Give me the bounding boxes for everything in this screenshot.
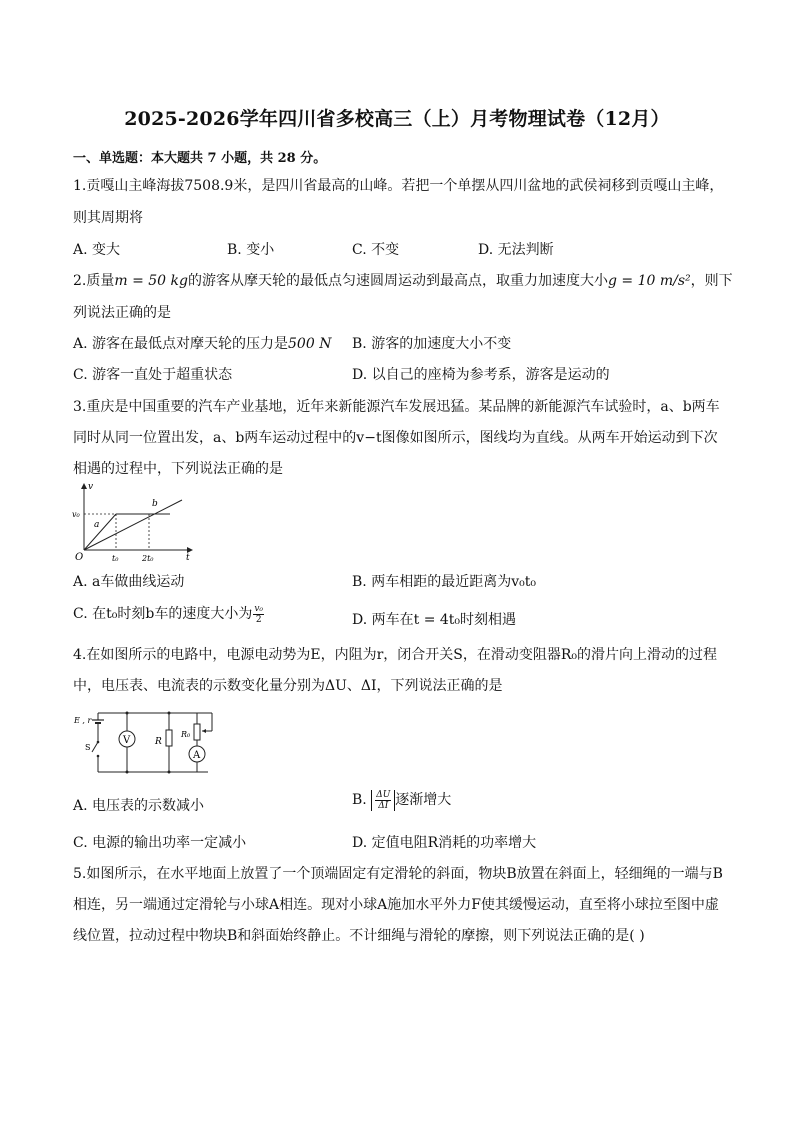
- q4-circuit-diagram: [72, 708, 220, 778]
- q4-stem-line1: 4.在如图所示的电路中，电源电动势为E，内阻为r，闭合开关S，在滑动变阻器R₀的滑片向上滑动的过程: [73, 647, 718, 663]
- label-emf: E , r: [74, 716, 92, 725]
- q4-b-abs-fraction: $\frac{\Delta U}{\Delta I}$: [371, 790, 395, 811]
- q3-option-c: C. 在t₀时刻b车的速度大小为 $\frac{\text{v₀}}{2}$: [73, 603, 264, 625]
- svg-text:V: V: [123, 735, 131, 746]
- q5-stem-line1: 5.如图所示，在水平地面上放置了一个顶端固定有定滑轮的斜面，物块B放置在斜面上，轻细绳的一端与B: [73, 866, 723, 882]
- label-v0: v₀: [72, 510, 80, 519]
- q1-option-c: C. 不变: [352, 242, 400, 258]
- q2-option-c: C. 游客一直处于超重状态: [73, 367, 233, 383]
- label-t0: t₀: [112, 554, 119, 562]
- q4-option-a: A. 电压表的示数减小: [73, 798, 205, 814]
- q2-stem-line1: 2.质量m = 50 kg的游客从摩天轮的最低点匀速圆周运动到最高点，取重力加速度大小g = 10 m/s²，则下: [73, 273, 733, 289]
- q2-option-a: A. 游客在最低点对摩天轮的压力是500 N: [73, 336, 332, 352]
- q4-stem-line2: 中，电压表、电流表的示数变化量分别为ΔU、ΔI，下列说法正确的是: [73, 678, 503, 694]
- q1-stem-line2: 则其周期将: [73, 210, 143, 226]
- label-switch: S: [85, 743, 91, 752]
- q3-vt-graph: [72, 480, 196, 562]
- label-a: a: [94, 520, 100, 530]
- label-origin: O: [75, 552, 84, 562]
- q2-option-d: D. 以自己的座椅为参考系，游客是运动的: [352, 367, 610, 383]
- label-2t0: 2t₀: [142, 554, 154, 562]
- label-b: b: [152, 499, 158, 509]
- q2-stem-line2: 列说法正确的是: [73, 305, 171, 321]
- q2-option-b: B. 游客的加速度大小不变: [352, 336, 512, 352]
- q5-stem-line3: 线位置，拉动过程中物块B和斜面始终静止。不计细绳与滑轮的摩擦，则下列说法正确的是( ): [73, 928, 645, 944]
- q3-stem-line2: 同时从同一位置出发，a、b两车运动过程中的v−t图像如图所示，图线均为直线。从两车开始运动到下次: [73, 430, 718, 446]
- label-t: t: [186, 553, 190, 562]
- q5-stem-line2: 相连，另一端通过定滑轮与小球A相连。现对小球A施加水平外力F使其缓慢运动，直至将小球拉至图中虚: [73, 897, 719, 913]
- page-title: 2025-2026学年四川省多校高三（上）月考物理试卷（12月）: [124, 108, 670, 130]
- svg-text:R₀: R₀: [181, 730, 191, 739]
- switch-icon: [92, 742, 98, 752]
- q3-option-b: B. 两车相距的最近距离为v₀t₀: [352, 574, 536, 590]
- q2-g-formula: g = 10 m/s²: [607, 273, 691, 289]
- q2-mass-formula: m = 50 kg: [114, 273, 188, 289]
- line-a-rising: [84, 514, 116, 550]
- q1-option-b: B. 变小: [227, 242, 275, 258]
- resistor-r-icon: [166, 730, 172, 746]
- q3-option-d: D. 两车在t = 4t₀时刻相遇: [352, 612, 517, 628]
- label-v: v: [88, 482, 94, 492]
- q3-stem-line1: 3.重庆是中国重要的汽车产业基地，近年来新能源汽车发展迅猛。某品牌的新能源汽车试验时，a、b两车: [73, 399, 720, 415]
- q4-option-b: B. $\frac{\Delta U}{\Delta I}$ 逐渐增大: [352, 789, 452, 811]
- q3-stem-line3: 相遇的过程中，下列说法正确的是: [73, 461, 283, 477]
- q1-stem-line1: 1.贡嘎山主峰海拔7508.9米，是四川省最高的山峰。若把一个单摆从四川盆地的武侯祠移到贡嘎山主峰，: [73, 178, 724, 194]
- rheostat-r0-icon: [194, 724, 200, 740]
- q3-option-a: A. a车做曲线运动: [73, 574, 185, 590]
- q3-c-fraction: $\frac{\text{v₀}}{2}$: [254, 603, 264, 625]
- q1-option-d: D. 无法判断: [478, 242, 554, 258]
- q1-option-a: A. 变大: [73, 242, 121, 258]
- svg-text:A: A: [193, 750, 201, 761]
- section-heading: 一、单选题：本大题共 7 小题，共 28 分。: [73, 151, 327, 166]
- q4-option-d: D. 定值电阻R消耗的功率增大: [352, 835, 537, 851]
- svg-text:R: R: [155, 737, 162, 747]
- q4-option-c: C. 电源的输出功率一定减小: [73, 835, 247, 851]
